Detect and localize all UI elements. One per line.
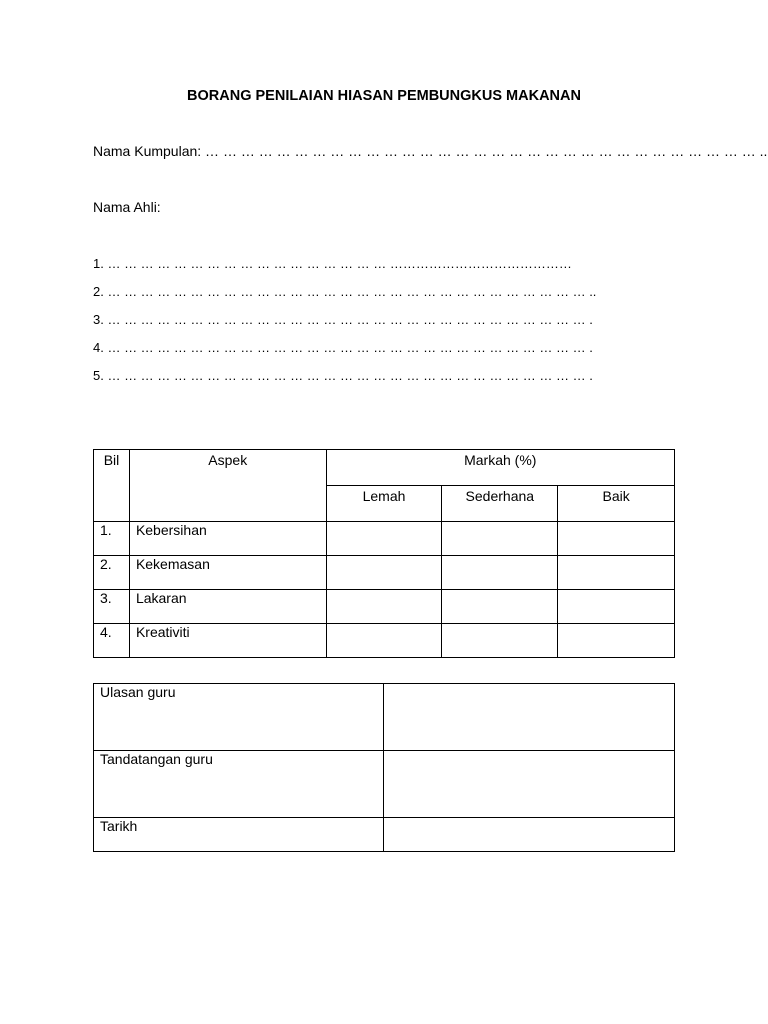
mark-cell-lemah[interactable] xyxy=(326,556,442,590)
member-line-1: 1. … … … … … … … … … … … … … … … … … …………………………………… xyxy=(93,256,572,271)
review-row-signature xyxy=(94,751,675,818)
row-number: 4. xyxy=(94,624,130,658)
mark-cell-baik[interactable] xyxy=(558,624,675,658)
review-label-date: Tarikh xyxy=(94,818,384,852)
row-aspect: Lakaran xyxy=(129,590,326,624)
header-aspek: Aspek xyxy=(129,450,326,522)
mark-cell-lemah[interactable] xyxy=(326,590,442,624)
table-row xyxy=(94,590,675,624)
review-label-signature: Tandatangan guru xyxy=(94,751,384,818)
review-field-comment[interactable] xyxy=(383,684,674,751)
header-markah: Markah (%) xyxy=(326,450,674,486)
mark-cell-sederhana[interactable] xyxy=(442,624,558,658)
table-row xyxy=(94,624,675,658)
review-field-date[interactable] xyxy=(383,818,674,852)
row-aspect: Kreativiti xyxy=(129,624,326,658)
mark-cell-sederhana[interactable] xyxy=(442,556,558,590)
row-number: 3. xyxy=(94,590,130,624)
row-number: 1. xyxy=(94,522,130,556)
member-line-2: 2. … … … … … … … … … … … … … … … … … … … … … … … … … … … … … .. xyxy=(93,284,597,299)
mark-cell-baik[interactable] xyxy=(558,590,675,624)
row-aspect: Kebersihan xyxy=(129,522,326,556)
mark-cell-lemah[interactable] xyxy=(326,624,442,658)
member-line-4: 4. … … … … … … … … … … … … … … … … … … … … … … … … … … … … … . xyxy=(93,340,593,355)
review-row-date xyxy=(94,818,675,852)
mark-cell-baik[interactable] xyxy=(558,522,675,556)
row-number: 2. xyxy=(94,556,130,590)
group-name-dots: … … … … … … … … … … … … … … … … … … … … … … … … … … … … … … … .. xyxy=(201,143,768,159)
mark-cell-sederhana[interactable] xyxy=(442,590,558,624)
header-lemah: Lemah xyxy=(326,486,442,522)
mark-cell-lemah[interactable] xyxy=(326,522,442,556)
member-line-3: 3. … … … … … … … … … … … … … … … … … … … … … … … … … … … … … . xyxy=(93,312,593,327)
header-sederhana: Sederhana xyxy=(442,486,558,522)
mark-cell-baik[interactable] xyxy=(558,556,675,590)
group-name-line xyxy=(93,143,767,159)
table-row xyxy=(94,522,675,556)
group-name-label: Nama Kumpulan: xyxy=(93,143,202,159)
members-label: Nama Ahli: xyxy=(93,199,161,215)
assessment-table xyxy=(93,449,675,658)
review-label-comment: Ulasan guru xyxy=(94,684,384,751)
review-table xyxy=(93,683,675,852)
member-line-5: 5. … … … … … … … … … … … … … … … … … … … … … … … … … … … … … . xyxy=(93,368,593,383)
review-row-comment xyxy=(94,684,675,751)
header-bil: Bil xyxy=(94,450,130,522)
review-field-signature[interactable] xyxy=(383,751,674,818)
row-aspect: Kekemasan xyxy=(129,556,326,590)
table-row xyxy=(94,556,675,590)
form-title: BORANG PENILAIAN HIASAN PEMBUNGKUS MAKANAN xyxy=(187,88,581,104)
assessment-header-row xyxy=(94,450,675,486)
header-baik: Baik xyxy=(558,486,675,522)
mark-cell-sederhana[interactable] xyxy=(442,522,558,556)
